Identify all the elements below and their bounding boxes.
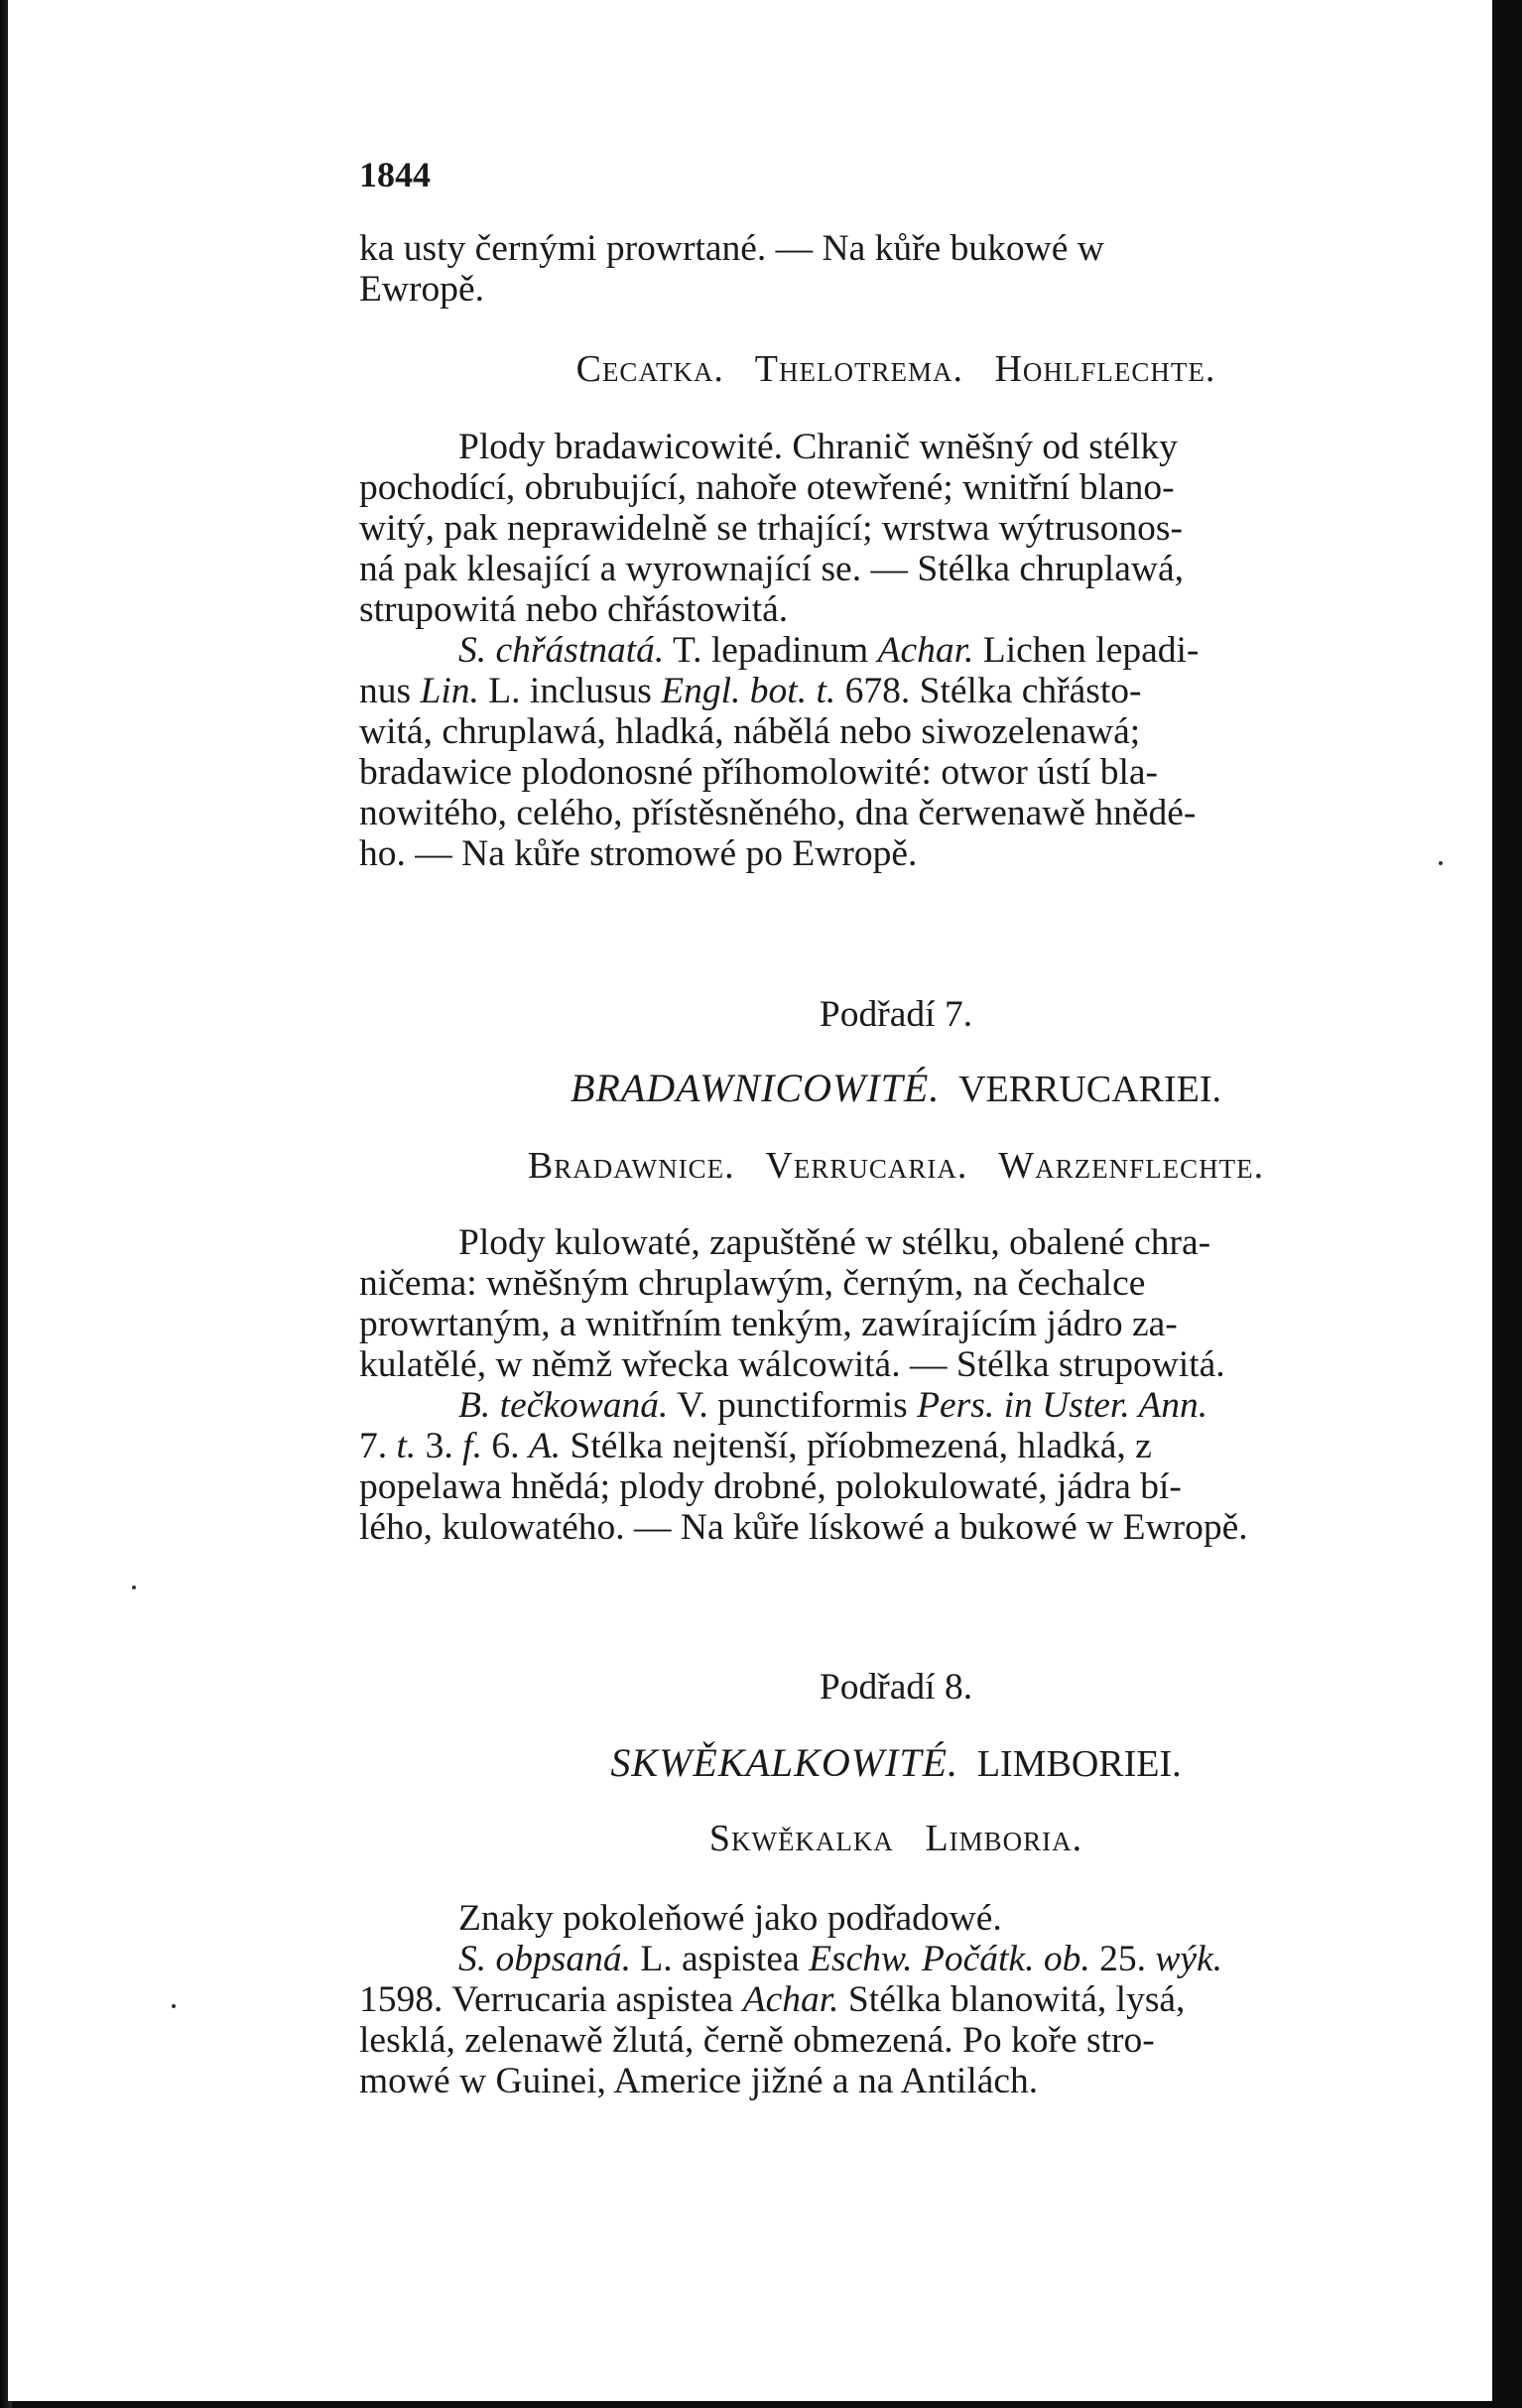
intro-paragraph bbox=[359, 228, 1433, 310]
synonym: 1598. Verrucaria aspistea bbox=[359, 1979, 734, 2020]
genus-heading-bradawnice bbox=[359, 1146, 1433, 1187]
author: Achar. bbox=[877, 630, 974, 671]
text-fragment: 25. bbox=[1099, 1939, 1146, 1979]
text-line: Plody bradawicowité. Chranič wnĕšný od stélky bbox=[458, 427, 1178, 467]
page-number: 1844 bbox=[359, 155, 431, 194]
suborder-name-lat: VERRUCARIEI. bbox=[958, 1069, 1222, 1110]
text-fragment: t. bbox=[396, 1426, 417, 1466]
book-page bbox=[8, 0, 1492, 2401]
text-line: ná pak klesající a wyrownající se. — Stélka chruplawá, bbox=[359, 549, 1184, 589]
reference: Engl. bot. t. bbox=[661, 671, 836, 711]
text-line: strupowitá nebo chřástowitá. bbox=[359, 589, 789, 630]
text-line bbox=[359, 671, 1433, 711]
genus-name-cz: Bradawnice. bbox=[527, 1145, 735, 1187]
text-line: popelawa hnědá; plody drobné, polokulowaté, jádra bí- bbox=[359, 1466, 1182, 1507]
species-name: S. obpsaná. bbox=[458, 1939, 631, 1979]
synonym: T. lepadinum bbox=[673, 630, 869, 671]
genus-heading-cecatka bbox=[359, 349, 1433, 390]
genus-name-de: Hohlflechte. bbox=[994, 348, 1216, 390]
text-line: Ewropě. bbox=[359, 269, 484, 310]
text-fragment: f. bbox=[462, 1426, 482, 1466]
suborder-name-cz: SKWĚKALKOWITÉ. bbox=[610, 1740, 959, 1785]
text-fragment: 3. bbox=[425, 1426, 453, 1466]
text-fragment: 7. bbox=[359, 1426, 388, 1466]
text-line: ka usty černými prowrtané. — Na kůře bukowé w bbox=[359, 228, 1104, 269]
text-fragment: Stélka nejtenší, příobmezená, hladká, z bbox=[570, 1426, 1152, 1466]
text-line: mowé w Guinei, Americe jižné a na Antilách. bbox=[359, 2061, 1039, 2101]
text-line bbox=[359, 1939, 1433, 1979]
author: Lin. bbox=[420, 671, 479, 711]
species-name: S. chřástnatá. bbox=[458, 630, 665, 671]
species-entry-teckowana bbox=[359, 1385, 1433, 1548]
text-line: kulatělé, w němž wřecka wálcowitá. — Stélka strupowitá. bbox=[359, 1344, 1225, 1385]
text-line: lého, kulowatého. — Na kůře lískowé a bukowé w Ewropě. bbox=[359, 1507, 1248, 1548]
text-line: ničema: wnĕšným chruplawým, černým, na čechalce bbox=[359, 1263, 1146, 1304]
synonym: L. inclusus bbox=[488, 671, 652, 711]
genus-name-cz: Cecatka. bbox=[575, 348, 724, 390]
suborder-7-title bbox=[359, 1068, 1433, 1110]
text-line: pochodící, obrubující, nahoře otewřené; wnitřní blano- bbox=[359, 467, 1175, 508]
synonym: Lichen lepadi- bbox=[982, 630, 1200, 671]
text-fragment: A. bbox=[528, 1426, 562, 1466]
genus-name-lat: Thelotrema. bbox=[754, 348, 963, 390]
species-name: B. tečkowaná. bbox=[458, 1385, 669, 1426]
text-line: ho. — Na kůře stromowé po Ewropě. bbox=[359, 833, 918, 874]
genus-name-de: Warzenflechte. bbox=[998, 1145, 1265, 1187]
reference: Eschw. Počátk. ob. bbox=[809, 1939, 1090, 1979]
synonym: V. punctiformis bbox=[677, 1385, 908, 1426]
species-entry-obpsana bbox=[359, 1939, 1433, 2101]
text-line bbox=[359, 1385, 1433, 1426]
genus-name-lat: Verrucaria. bbox=[765, 1145, 968, 1187]
text-line: Plody kulowaté, zapuštěné w stélku, obalené chra- bbox=[458, 1222, 1211, 1263]
scan-speck bbox=[132, 1585, 136, 1589]
text-line: prowrtaným, a wnitřním tenkým, zawírajícím jádro za- bbox=[359, 1304, 1178, 1344]
text-line: witá, chruplawá, hladká, nábělá nebo siwozelenawá; bbox=[359, 711, 1141, 752]
text-line: nowitého, celého, přístěsněného, dna čerwenawě hnědé- bbox=[359, 793, 1197, 833]
text-fragment: Stélka blanowitá, lysá, bbox=[847, 1979, 1186, 2020]
scan-speck bbox=[1439, 861, 1443, 865]
author: Achar. bbox=[742, 1979, 839, 2020]
genus-name-lat: Limboria. bbox=[925, 1818, 1083, 1859]
genus-description-bradawnice bbox=[359, 1222, 1433, 1385]
scan-border bbox=[1492, 0, 1522, 2408]
text-line bbox=[359, 1979, 1433, 2020]
genus-description-skwekalka bbox=[359, 1898, 1433, 1939]
genus-description-cecatka bbox=[359, 427, 1433, 630]
text-line: Znaky pokoleňowé jako podřadowé. bbox=[458, 1898, 1002, 1939]
text-line bbox=[359, 1426, 1433, 1466]
text-line bbox=[359, 630, 1433, 671]
reference: wýk. bbox=[1155, 1939, 1223, 1979]
suborder-8-label: Podřadí 8. bbox=[819, 1667, 973, 1708]
scan-speck bbox=[172, 2004, 176, 2008]
text-line: witý, pak neprawidelně se trhající; wrstwa wýtrusonos- bbox=[359, 508, 1183, 549]
text-fragment: 678. Stélka chřásto- bbox=[844, 671, 1142, 711]
text-fragment: nus bbox=[359, 671, 412, 711]
synonym: L. aspistea bbox=[640, 1939, 800, 1979]
reference: Pers. in Uster. Ann. bbox=[917, 1385, 1208, 1426]
text-line: bradawice plodonosné příhomolowité: otwor ústí bla- bbox=[359, 752, 1159, 793]
genus-name-cz: Skwěkalka bbox=[708, 1818, 894, 1859]
suborder-8-title bbox=[359, 1742, 1433, 1785]
text-line: lesklá, zelenawě žlutá, černě obmezená. Po koře stro- bbox=[359, 2020, 1155, 2061]
suborder-7-label: Podřadí 7. bbox=[819, 994, 973, 1035]
text-fragment: 6. bbox=[491, 1426, 520, 1466]
species-entry-chrastnata bbox=[359, 630, 1433, 874]
suborder-name-lat: LIMBORIEI. bbox=[976, 1743, 1182, 1785]
suborder-name-cz: BRADAWNICOWITÉ. bbox=[570, 1066, 941, 1110]
genus-heading-skwekalka bbox=[359, 1819, 1433, 1859]
